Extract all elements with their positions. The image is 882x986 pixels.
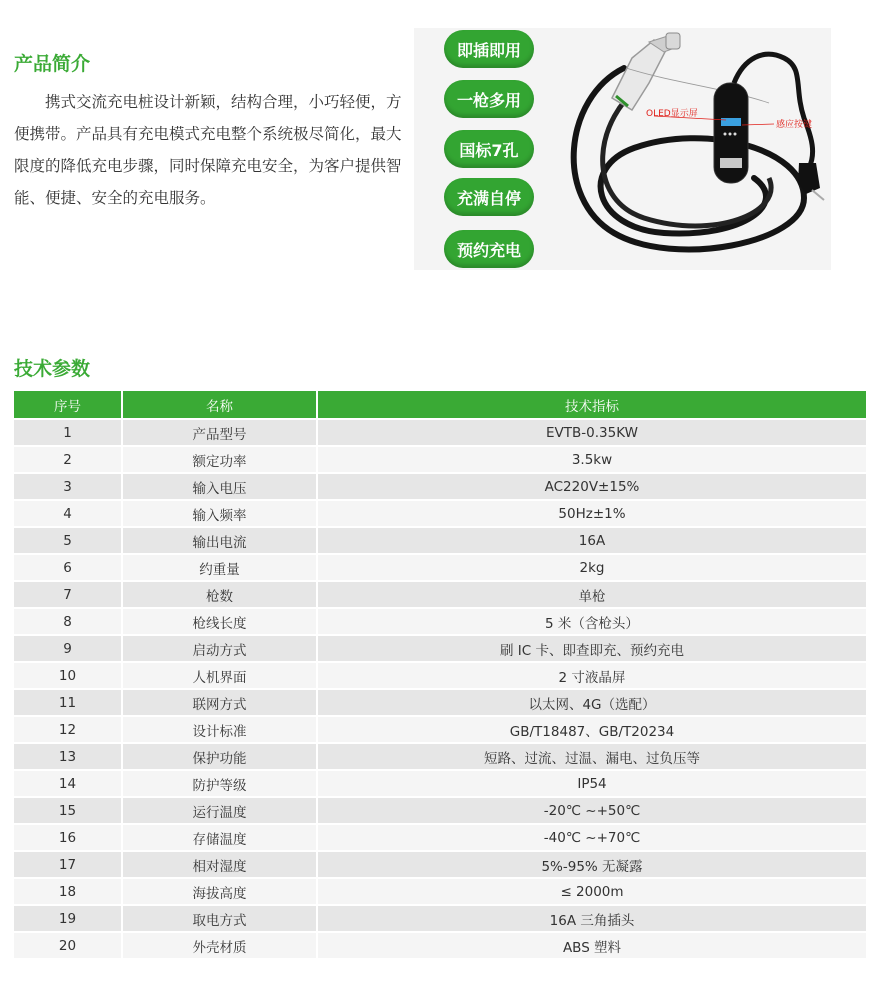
cell-index: 16 bbox=[14, 823, 123, 850]
cell-name: 相对湿度 bbox=[123, 850, 318, 877]
cell-name: 枪数 bbox=[123, 580, 318, 607]
cell-name: 外壳材质 bbox=[123, 931, 318, 958]
table-row bbox=[14, 445, 866, 472]
table-row bbox=[14, 769, 866, 796]
table-row bbox=[14, 634, 866, 661]
cell-name: 人机界面 bbox=[123, 661, 318, 688]
touch-button-callout: 感应按键 bbox=[776, 120, 813, 130]
cell-value: 以太网、4G（选配） bbox=[318, 688, 866, 715]
cell-name: 运行温度 bbox=[123, 796, 318, 823]
ev-charger-cable-image bbox=[554, 28, 831, 270]
cell-value: 2kg bbox=[318, 553, 866, 580]
table-row bbox=[14, 742, 866, 769]
cell-value: 16A bbox=[318, 526, 866, 553]
cell-name: 保护功能 bbox=[123, 742, 318, 769]
cell-value: IP54 bbox=[318, 769, 866, 796]
cell-index: 11 bbox=[14, 688, 123, 715]
product-showcase bbox=[414, 28, 831, 270]
cell-index: 20 bbox=[14, 931, 123, 958]
cell-index: 15 bbox=[14, 796, 123, 823]
table-row bbox=[14, 688, 866, 715]
cell-name: 产品型号 bbox=[123, 418, 318, 445]
cell-index: 2 bbox=[14, 445, 123, 472]
column-header-value: 技术指标 bbox=[318, 391, 866, 418]
cell-index: 13 bbox=[14, 742, 123, 769]
table-row bbox=[14, 580, 866, 607]
cell-value: 刷 IC 卡、即查即充、预约充电 bbox=[318, 634, 866, 661]
cell-name: 约重量 bbox=[123, 553, 318, 580]
cell-index: 17 bbox=[14, 850, 123, 877]
cell-name: 设计标准 bbox=[123, 715, 318, 742]
cell-index: 6 bbox=[14, 553, 123, 580]
feature-badge-gb-7-pin: 国标7孔 bbox=[444, 130, 534, 168]
spec-title: 技术参数 bbox=[14, 358, 91, 380]
table-row bbox=[14, 661, 866, 688]
table-row bbox=[14, 904, 866, 931]
cell-value: 短路、过流、过温、漏电、过负压等 bbox=[318, 742, 866, 769]
cell-value: ≤ 2000m bbox=[318, 877, 866, 904]
cell-value: AC220V±15% bbox=[318, 472, 866, 499]
cell-name: 海拔高度 bbox=[123, 877, 318, 904]
cell-value: 5%-95% 无凝露 bbox=[318, 850, 866, 877]
cell-index: 4 bbox=[14, 499, 123, 526]
cell-index: 1 bbox=[14, 418, 123, 445]
cell-index: 19 bbox=[14, 904, 123, 931]
control-box-icon bbox=[714, 83, 748, 183]
table-row bbox=[14, 850, 866, 877]
feature-badge-scheduled-charge: 预约充电 bbox=[444, 230, 534, 268]
cell-index: 5 bbox=[14, 526, 123, 553]
spec-table bbox=[14, 391, 866, 958]
table-row bbox=[14, 715, 866, 742]
cell-name: 输入电压 bbox=[123, 472, 318, 499]
cell-value: 2 寸液晶屏 bbox=[318, 661, 866, 688]
cell-index: 9 bbox=[14, 634, 123, 661]
table-row bbox=[14, 877, 866, 904]
cell-name: 输入频率 bbox=[123, 499, 318, 526]
cell-index: 8 bbox=[14, 607, 123, 634]
feature-badge-auto-stop: 充满自停 bbox=[444, 178, 534, 216]
table-row bbox=[14, 607, 866, 634]
cell-name: 枪线长度 bbox=[123, 607, 318, 634]
cell-name: 防护等级 bbox=[123, 769, 318, 796]
cell-value: -20℃ ~+50℃ bbox=[318, 796, 866, 823]
cell-value: ABS 塑料 bbox=[318, 931, 866, 958]
cell-name: 额定功率 bbox=[123, 445, 318, 472]
intro-paragraph: 携式交流充电桩设计新颖，结构合理，小巧轻便，方便携带。产品具有充电模式充电整个系统极尽简化，最大限度的降低充电步骤，同时保障充电安全，为客户提供智能、便捷、安全的充电服务。 bbox=[14, 93, 402, 207]
oled-screen-callout: OLED显示屏 bbox=[646, 109, 698, 119]
cell-value: 5 米（含枪头） bbox=[318, 607, 866, 634]
cell-value: 50Hz±1% bbox=[318, 499, 866, 526]
column-header-name: 名称 bbox=[123, 391, 318, 418]
cell-index: 18 bbox=[14, 877, 123, 904]
cell-name: 输出电流 bbox=[123, 526, 318, 553]
table-row bbox=[14, 499, 866, 526]
cell-value: 16A 三角插头 bbox=[318, 904, 866, 931]
table-row bbox=[14, 931, 866, 958]
cell-index: 12 bbox=[14, 715, 123, 742]
cell-value: EVTB-0.35KW bbox=[318, 418, 866, 445]
feature-badge-plug-and-play: 即插即用 bbox=[444, 30, 534, 68]
table-row bbox=[14, 418, 866, 445]
cell-value: 单枪 bbox=[318, 580, 866, 607]
spec-table-body bbox=[14, 418, 866, 958]
table-row bbox=[14, 472, 866, 499]
cell-index: 3 bbox=[14, 472, 123, 499]
cell-value: 3.5kw bbox=[318, 445, 866, 472]
cell-name: 存储温度 bbox=[123, 823, 318, 850]
cell-name: 联网方式 bbox=[123, 688, 318, 715]
spec-table-header-row bbox=[14, 391, 866, 418]
cell-value: -40℃ ~+70℃ bbox=[318, 823, 866, 850]
table-row bbox=[14, 796, 866, 823]
table-row bbox=[14, 526, 866, 553]
feature-badge-multi-use: 一枪多用 bbox=[444, 80, 534, 118]
cell-name: 取电方式 bbox=[123, 904, 318, 931]
cell-name: 启动方式 bbox=[123, 634, 318, 661]
cell-index: 7 bbox=[14, 580, 123, 607]
column-header-index: 序号 bbox=[14, 391, 123, 418]
table-row bbox=[14, 553, 866, 580]
cell-index: 14 bbox=[14, 769, 123, 796]
cell-index: 10 bbox=[14, 661, 123, 688]
intro-title: 产品简介 bbox=[14, 53, 91, 75]
table-row bbox=[14, 823, 866, 850]
cell-value: GB/T18487、GB/T20234 bbox=[318, 715, 866, 742]
